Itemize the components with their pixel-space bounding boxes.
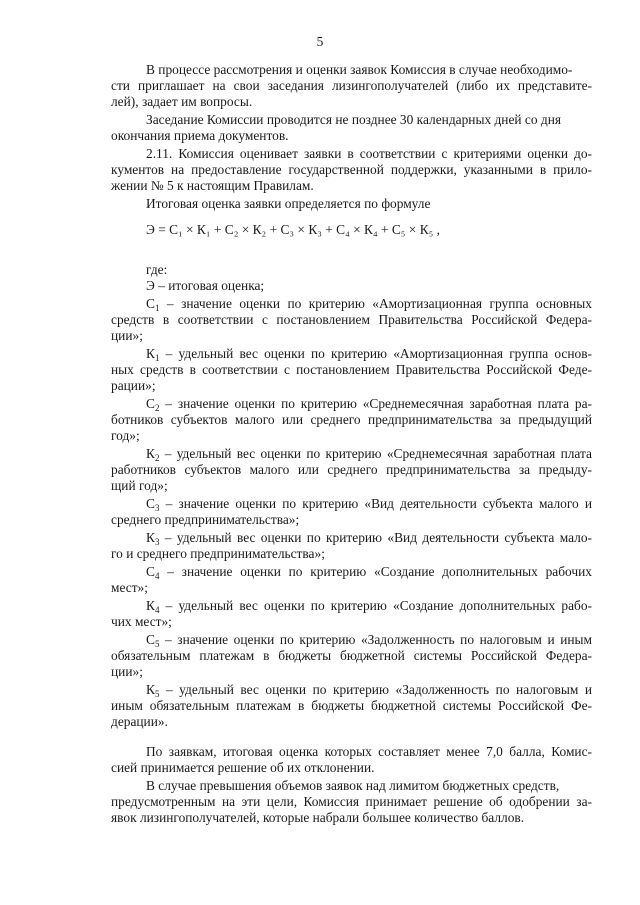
text-line: В процессе рассмотрения и оценки заявок Комиссия в случае необходимо- [146,62,573,77]
text-line: средств в соответствии с постановлением Правительства Российской Федера- [111,312,592,327]
text-line: чих мест»; [111,614,172,629]
page-number: 5 [316,34,324,49]
definition-line: $К_3$ – удельный вес оценки по критерию «Вид деятельности субъекта мало- [146,530,592,547]
text-line: кументов на предоставление государственной поддержки, указанными в прило- [111,162,592,177]
text-line: сти приглашает на свои заседания лизингополучателей (либо их представите- [111,78,592,93]
text-line: предусмотренным на эти цели, Комиссия принимает решение об одобрении за- [111,794,592,809]
text-line: го и среднего предпринимательства»; [111,546,325,561]
text-line: обязательным платежам в бюджеты бюджетной системы Российской Федера- [111,648,592,663]
definition-line: $К_4$ – удельный вес оценки по критерию «Создание дополнительных рабо- [146,598,592,615]
definition-line: $С_1$ – значение оценки по критерию «Амортизационная группа основных [146,296,592,313]
definition-line: $К_2$ – удельный вес оценки по критерию «Среднемесячная заработная плата [146,446,592,463]
text-line: Итоговая оценка заявки определяется по формуле [146,196,431,211]
definition-line: $С_2$ – значение оценки по критерию «Среднемесячная заработная плата ра- [146,396,592,413]
text-line: По заявкам, итоговая оценка которых составляет менее 7,0 балла, Комис- [146,744,592,759]
text-line: год»; [111,428,140,443]
text-line: лей), задает им вопросы. [111,94,253,109]
text-line: где: [146,262,168,277]
text-line: сией принимается решение об их отклонении. [111,760,375,775]
text-line: жении № 5 к настоящим Правилам. [111,178,314,193]
text-line: работников субъектов малого или среднего предпринимательства за предыду- [111,462,592,477]
text-line: явок лизингополучателей, которые набрали большее количество баллов. [111,810,525,825]
text-line: ции»; [111,328,143,343]
text-line: ботников субъектов малого или среднего предпринимательства за предыдущий [111,412,592,427]
text-line: В случае превышения объемов заявок над лимитом бюджетных средств, [146,778,560,793]
text-line: ции»; [111,664,143,679]
text-line: Э – итоговая оценка; [146,278,265,293]
definition-line: $С_4$ – значение оценки по критерию «Создание дополнительных рабочих [146,564,592,581]
text-line: среднего предпринимательства»; [111,512,300,527]
text-line: иным обязательным платежам в бюджеты бюджетной системы Российской Фе- [111,698,592,713]
definition-line: $С_3$ – значение оценки по критерию «Вид деятельности субъекта малого и [146,496,592,513]
text-line: рации»; [111,378,156,393]
text-line: ных средств в соответствии с постановлением Правительства Российской Феде- [111,362,592,377]
text-line: Заседание Комиссии проводится не позднее 30 календарных дней со дня [146,112,562,127]
definition-line: $К_5$ – удельный вес оценки по критерию «Задолженность по налоговым и [146,682,592,699]
definition-line: $К_1$ – удельный вес оценки по критерию «Амортизационная группа основ- [146,346,592,363]
text-line: 2.11. Комиссия оценивает заявки в соответствии с критериями оценки до- [146,146,592,161]
text-line: дерации». [111,714,168,729]
text-line: окончания приема документов. [111,128,289,143]
text-line: мест»; [111,580,148,595]
definition-line: $С_5$ – значение оценки по критерию «Задолженность по налоговым и иным [146,632,592,649]
scoring-formula: Э = С₁ × К₁ + С₂ × К₂ + С₃ × К₃ + С₄ × К₄ + С₅ × К₅ , [146,222,441,237]
text-line: щий год»; [111,478,168,493]
